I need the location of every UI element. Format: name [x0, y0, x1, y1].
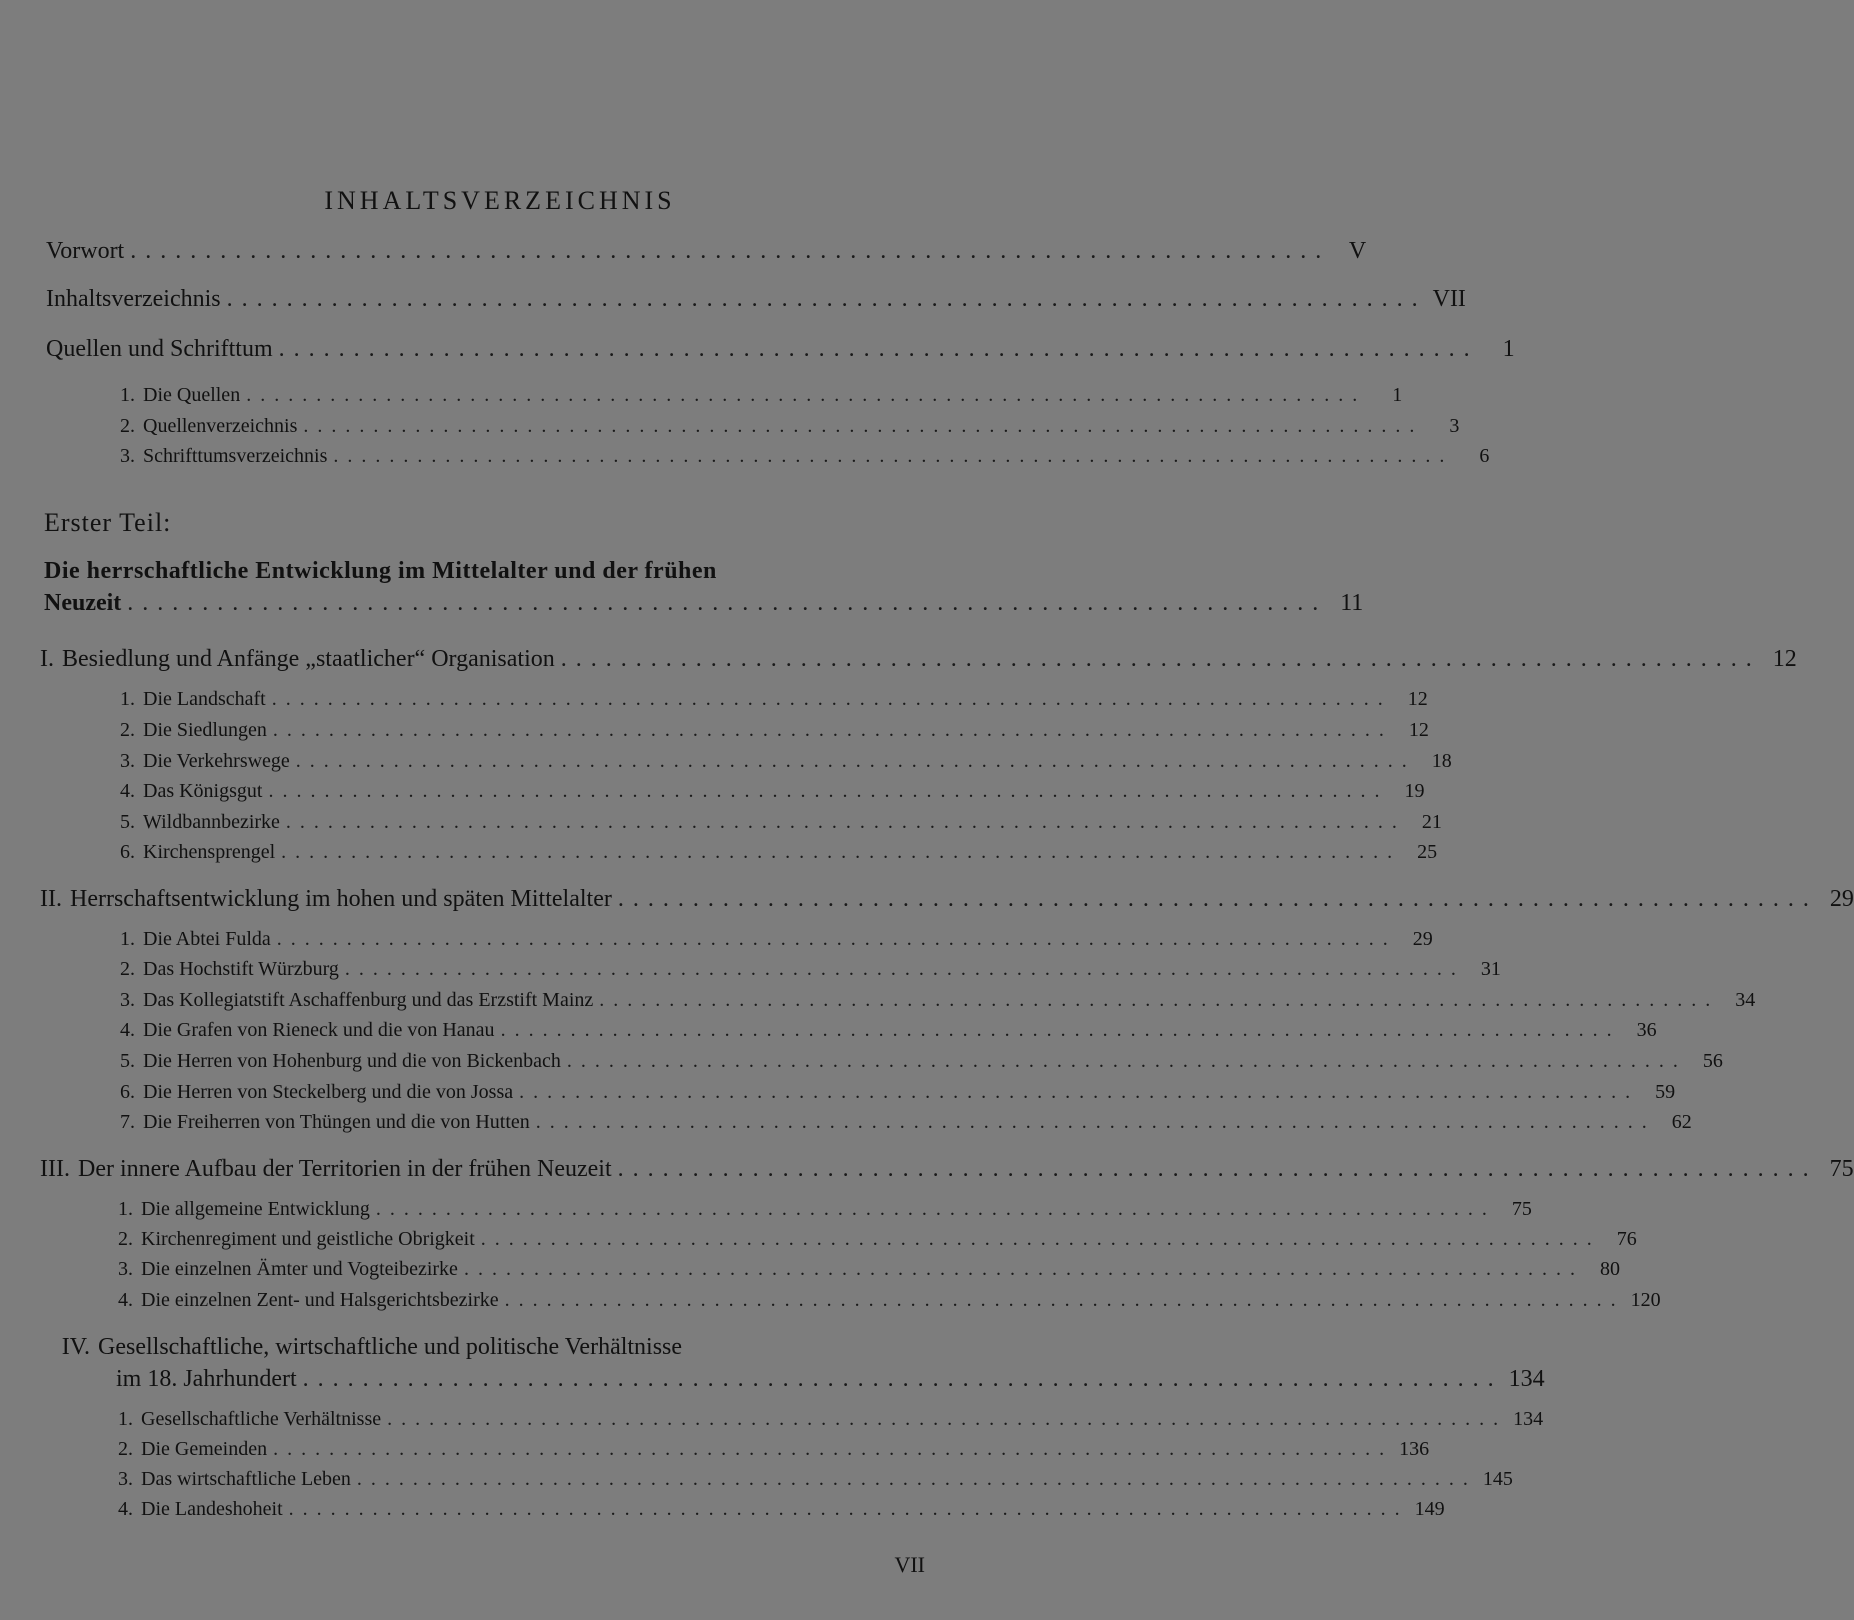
- toc-subentry: 6. Die Herren von Steckelberg und die von Jossa ................................................................................ 59: [120, 1081, 1676, 1103]
- toc-subentry: 2. Die Siedlungen ................................................................................ 12: [120, 719, 1429, 741]
- toc-subentry: 3. Das Kollegiatstift Aschaffenburg und das Erzstift Mainz ................................................................................ 34: [120, 989, 1756, 1011]
- toc-subentry: 1. Die Landschaft ................................................................................ 12: [120, 688, 1428, 710]
- toc-subentry: 3. Schrifttumsverzeichnis ................................................................................ 6: [120, 445, 1490, 467]
- toc-entry-inhaltsverzeichnis: Inhaltsverzeichnis ................................................................................ VII: [46, 286, 1466, 312]
- dot-leader: ................................................................................: [480, 1228, 1601, 1250]
- part-title-line2: Neuzeit ................................................................................ 11: [44, 590, 1364, 616]
- toc-subentry: 2. Kirchenregiment und geistliche Obrigkeit ................................................................................ 76: [118, 1228, 1637, 1250]
- section-heading-3: III. Der innere Aufbau der Territorien in der frühen Neuzeit ................................................................................ 75: [40, 1156, 1854, 1182]
- dot-leader: ................................................................................: [302, 1366, 1503, 1392]
- page-title: INHALTSVERZEICHNIS: [324, 186, 676, 215]
- dot-leader: ................................................................................: [599, 989, 1720, 1011]
- dot-leader: ................................................................................: [566, 1050, 1687, 1072]
- toc-subentry: 1. Die Abtei Fulda ................................................................................ 29: [120, 928, 1433, 950]
- toc-entry-quellen-schrifttum: Quellen und Schrifttum ................................................................................ 1: [46, 336, 1515, 362]
- dot-leader: ................................................................................: [272, 719, 1393, 741]
- dot-leader: ................................................................................: [344, 958, 1465, 980]
- dot-leader: ................................................................................: [226, 286, 1427, 312]
- dot-leader: ................................................................................: [535, 1111, 1656, 1133]
- dot-leader: ................................................................................: [276, 928, 1397, 950]
- dot-leader: ................................................................................: [273, 1438, 1394, 1460]
- toc-subentry: 4. Das Königsgut ................................................................................ 19: [120, 780, 1425, 802]
- dot-leader: ................................................................................: [281, 841, 1402, 863]
- dot-leader: ................................................................................: [271, 688, 1392, 710]
- toc-subentry: 3. Die Verkehrswege ................................................................................ 18: [120, 750, 1452, 772]
- dot-leader: ................................................................................: [130, 238, 1331, 264]
- toc-subentry: 5. Wildbannbezirke ................................................................................ 21: [120, 811, 1442, 833]
- dot-leader: ................................................................................: [387, 1408, 1508, 1430]
- part-heading: Erster Teil:: [44, 508, 172, 537]
- toc-entry-vorwort: Vorwort ................................................................................ V: [46, 238, 1367, 264]
- toc-subentry: 1. Die Quellen ................................................................................ 1: [120, 384, 1403, 406]
- toc-subentry: 3. Die einzelnen Ämter und Vogteibezirke ................................................................................ 80: [118, 1258, 1620, 1280]
- dot-leader: ................................................................................: [285, 811, 1406, 833]
- dot-leader: ................................................................................: [504, 1289, 1625, 1311]
- toc-subentry: 4. Die einzelnen Zent- und Halsgerichtsbezirke ................................................................................ 120: [118, 1289, 1661, 1311]
- dot-leader: ................................................................................: [333, 445, 1454, 467]
- toc-subentry: 3. Das wirtschaftliche Leben ................................................................................ 145: [118, 1468, 1513, 1490]
- toc-subentry: 1. Gesellschaftliche Verhältnisse ................................................................................ 134: [118, 1408, 1544, 1430]
- dot-leader: ................................................................................: [268, 780, 1389, 802]
- section-heading-4-cont: im 18. Jahrhundert ................................................................................ 134: [116, 1366, 1545, 1392]
- toc-subentry: 2. Die Gemeinden ................................................................................ 136: [118, 1438, 1430, 1460]
- section-heading-4: IV. Gesellschaftliche, wirtschaftliche und politische Verhältnisse: [61, 1334, 683, 1360]
- dot-leader: ................................................................................: [246, 384, 1367, 406]
- dot-leader: ................................................................................: [127, 590, 1328, 616]
- toc-subentry: 5. Die Herren von Hohenburg und die von Bickenbach ................................................................................ 56: [120, 1050, 1723, 1072]
- dot-leader: ................................................................................: [295, 750, 1416, 772]
- dot-leader: ................................................................................: [288, 1498, 1409, 1520]
- dot-leader: ................................................................................: [519, 1081, 1640, 1103]
- page-number: VII: [894, 1552, 925, 1577]
- part-title-line1: Die herrschaftliche Entwicklung im Mittelalter und der frühen: [44, 558, 717, 584]
- section-heading-2: II. Herrschaftsentwicklung im hohen und späten Mittelalter ................................................................................ 29: [40, 886, 1854, 912]
- dot-leader: ................................................................................: [278, 336, 1479, 362]
- dot-leader: ................................................................................: [617, 1156, 1818, 1182]
- toc-subentry: 7. Die Freiherren von Thüngen und die von Hutten ................................................................................ 62: [120, 1111, 1692, 1133]
- toc-subentry: 4. Die Landeshoheit ................................................................................ 149: [118, 1498, 1445, 1520]
- dot-leader: ................................................................................: [463, 1258, 1584, 1280]
- dot-leader: ................................................................................: [356, 1468, 1477, 1490]
- dot-leader: ................................................................................: [500, 1019, 1621, 1041]
- dot-leader: ................................................................................: [560, 646, 1761, 672]
- toc-subentry: 6. Kirchensprengel ................................................................................ 25: [120, 841, 1438, 863]
- section-heading-1: I. Besiedlung und Anfänge „staatlicher“ Organisation ................................................................................ 12: [40, 646, 1797, 672]
- toc-subentry: 2. Das Hochstift Würzburg ................................................................................ 31: [120, 958, 1501, 980]
- toc-subentry: 4. Die Grafen von Rieneck und die von Hanau ................................................................................ 36: [120, 1019, 1657, 1041]
- dot-leader: ................................................................................: [375, 1198, 1496, 1220]
- toc-subentry: 2. Quellenverzeichnis ................................................................................ 3: [120, 415, 1460, 437]
- dot-leader: ................................................................................: [303, 415, 1424, 437]
- dot-leader: ................................................................................: [617, 886, 1818, 912]
- toc-subentry: 1. Die allgemeine Entwicklung ................................................................................ 75: [118, 1198, 1532, 1220]
